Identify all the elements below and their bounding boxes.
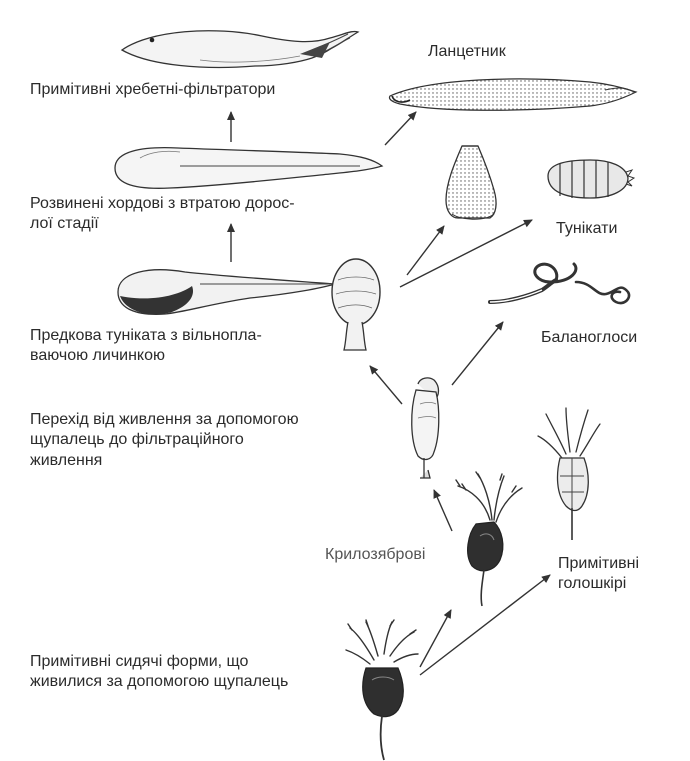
sessile-form-illustration <box>346 620 418 760</box>
label-ancestral-tunicate-line2: ваючою личинкою <box>30 347 166 364</box>
label-balanoglossus: Баланоглоси <box>541 329 638 346</box>
arrow-transition-to-balanoglossus <box>452 322 503 385</box>
pterobranch-illustration <box>456 472 522 606</box>
ascidian-illustration <box>332 259 380 350</box>
label-pterobranchs: Крилозяброві <box>325 546 426 563</box>
arrow-sessile-to-pterobranch <box>420 610 451 667</box>
label-tunicates: Тунікати <box>556 220 618 237</box>
chordate-larva-illustration <box>115 148 382 189</box>
label-primitive-echinoderms-line2: голошкірі <box>558 575 627 592</box>
lancelet-illustration <box>389 79 636 110</box>
arrow-to-tunicates <box>400 220 532 287</box>
label-transition-line1: Перехід від живлення за допомогою <box>30 411 299 428</box>
label-sessile-forms-line2: живилися за допомогою щупалець <box>30 673 289 690</box>
label-developed-chordates-line2: лої стадії <box>30 215 99 232</box>
label-primitive-echinoderms-line1: Примітивні <box>558 555 640 572</box>
fish-illustration <box>122 31 358 68</box>
label-sessile-forms-line1: Примітивні сидячі форми, що <box>30 653 249 670</box>
tunicate-larva-illustration <box>118 270 335 315</box>
sea-squirt-illustration <box>446 146 496 219</box>
arrow-pterobranch-to-transition <box>434 490 452 531</box>
balanoglossus-illustration <box>490 264 629 303</box>
tunicate-illustration <box>548 160 634 198</box>
label-primitive-filter-vertebrates: Примітивні хребетні-фільтратори <box>30 81 276 98</box>
arrow-transition-to-ancestral <box>370 366 402 404</box>
transition-illustration <box>412 378 439 478</box>
label-transition-line2: щупалець до фільтраційного <box>30 431 244 448</box>
label-ancestral-tunicate-line1: Предкова туніката з вільнопла- <box>30 327 262 344</box>
label-lancelet: Ланцетник <box>428 43 506 60</box>
arrow-sessile-to-echinoderms <box>420 575 550 675</box>
label-transition-line3: живлення <box>30 452 103 469</box>
label-developed-chordates-line1: Розвинені хордові з втратою дорос- <box>30 195 295 212</box>
echinoderm-illustration <box>538 408 600 540</box>
arrow-to-lancelet <box>385 112 416 145</box>
